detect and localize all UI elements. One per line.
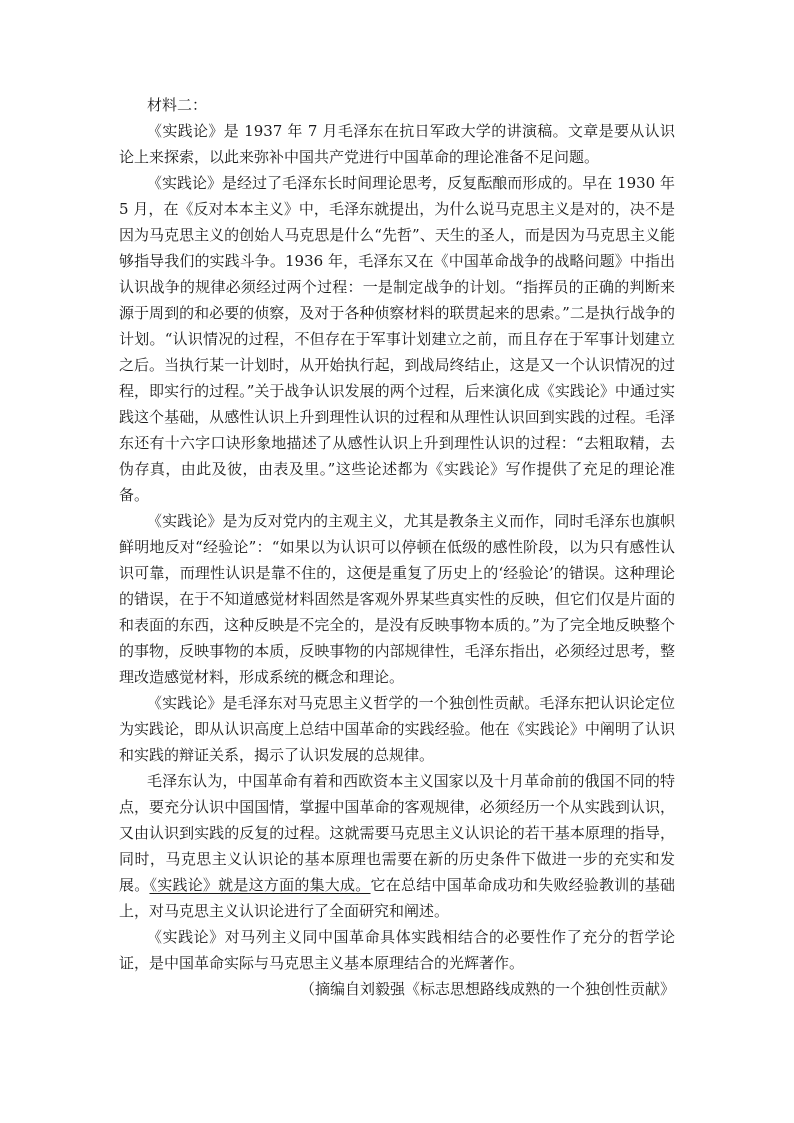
- paragraph-4: 《实践论》是毛泽东对马克思主义哲学的一个独创性贡献。毛泽东把认识论定位为实践论，即从认识高度上总结中国革命的实践经验。他在《实践论》中阐明了认识和实践的辩证关系，揭示了认识发展的总规律。: [119, 694, 675, 764]
- paragraph-5: [119, 768, 675, 924]
- paragraph-3: 《实践论》是为反对党内的主观主义，尤其是教条主义而作，同时毛泽东也旗帜鲜明地反对“经验论”：“如果以为认识可以停顿在低级的感性阶段，以为只有感性认识可靠，而理性认识是靠不住的，这便是重复了历史上的‘经验论’的错误。这种理论的错误，在于不知道感觉材料固然是客观外界某些真实性的反映，但它们仅是片面的和表面的东西，这种反映是不完全的，是没有反映事物本质的。”为了完全地反映整个的事物，反映事物的本质，反映事物的内部规律性，毛泽东指出，必须经过思考，整理改造感觉材料，形成系统的概念和理论。: [119, 512, 675, 686]
- paragraph-2: 《实践论》是经过了毛泽东长时间理论思考，反复酝酿而形成的。早在 1930 年 5 月，在《反对本本主义》中，毛泽东就提出，为什么说马克思主义是对的，决不是因为马克思主义的创始人马克思是什么“先哲”、天生的圣人，而是因为马克思主义能够指导我们的实践斗争。1936 年，毛泽东又在《中国革命战争的战略问题》中指出认识战争的规律必须经过两个过程：一是制定战争的计划。“指挥员的正确的判断来源于周到的和必要的侦察，及对于各种侦察材料的联贯起来的思索。”二是执行战争的计划。“认识情况的过程，不但存在于军事计划建立之前，而且存在于军事计划建立之后。当执行某一计划时，从开始执行起，到战局终结止，这是又一个认识情况的过程，即实行的过程。”关于战争认识发展的两个过程，后来演化成《实践论》中通过实践这个基础，从感性认识上升到理性认识的过程和从理性认识回到实践的过程。毛泽东还有十六字口诀形象地描述了从感性认识上升到理性认识的过程：“去粗取精，去伪存真，由此及彼，由表及里。”这些论述都为《实践论》写作提供了充足的理论准备。: [119, 174, 675, 504]
- section-heading: 材料二：: [147, 96, 208, 114]
- paragraph-5-before: 毛泽东认为，中国革命有着和西欧资本主义国家以及十月革命前的俄国不同的特点，要充分认识中国国情，掌握中国革命的客观规律，必须经历一个从实践到认识，又由认识到实践的反复的过程。这就需要马克思主义认识论的若干基本原理的指导，同时，马克思主义认识论的基本原理也需要在新的历史条件下做进一步的充实和发展。: [119, 772, 675, 894]
- paragraph-6: 《实践论》对马列主义同中国革命具体实践相结合的必要性作了充分的哲学论证，是中国革命实际与马克思主义基本原理结合的光辉著作。: [119, 928, 675, 972]
- underlined-sentence: 《实践论》就是这方面的集大成。: [149, 876, 371, 894]
- paragraph-5-after: 它在总结中国革命成功和失败经验教训的基础上，对马克思主义认识论进行了全面研究和阐述。: [119, 876, 675, 920]
- source-citation: （摘编自刘毅强《标志思想路线成熟的一个独创性贡献》: [299, 980, 675, 998]
- paragraph-1: 《实践论》是 1937 年 7 月毛泽东在抗日军政大学的讲演稿。文章是要从认识论上来探索，以此来弥补中国共产党进行中国革命的理论准备不足问题。: [119, 122, 675, 166]
- document-page: [119, 92, 675, 1002]
